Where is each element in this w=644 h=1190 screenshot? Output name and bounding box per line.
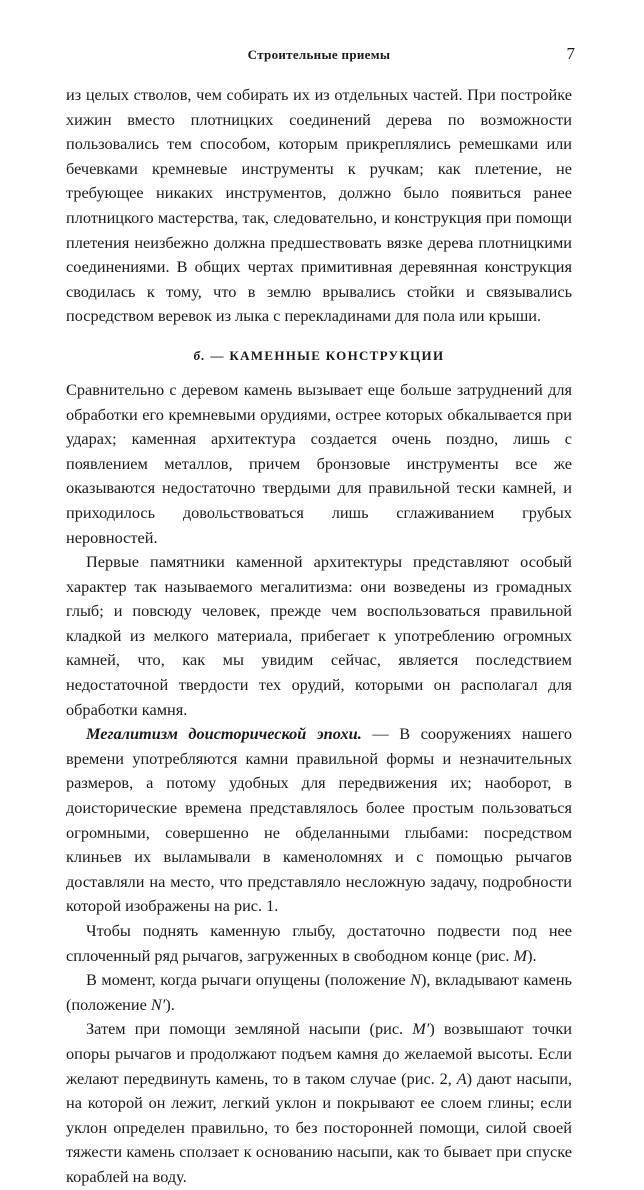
running-head — [66, 44, 575, 64]
text-run: ). — [527, 945, 537, 965]
paragraph-stone-vs-wood: Сравнительно с деревом камень вызывает еще больше затруднений для обработки его кремневыми орудиями, острее которых обкалывается при ударах; каменная архитектура создается очень поздно, лишь с появлением металлов, причем бронзовые инструменты все же оказываются недостаточно твердыми для правильной тески камней, и приходилось довольствоваться лишь сглаживанием грубых неровностей. — [66, 379, 572, 547]
text-run: Затем при помощи земляной насыпи (рис. — [86, 1019, 413, 1039]
section-title: — КАМЕННЫЕ КОНСТРУКЦИИ — [205, 347, 445, 363]
figure-symbol: A — [456, 1068, 467, 1088]
book-page — [66, 0, 575, 1186]
paragraph-text: — В сооружениях нашего времени употребляются камни правильной формы и незначительных размеров, а потому удобных для передвижения их; наоборот, в доисторические времена представлялось более простым пользоваться огромными, совершенно не обделанными глыбами: посредством клиньев их выламывали в каменоломнях и с помощью рычагов доставляли на место, что представляло несложную задачу, подробности которой изображены на рис. 1. — [66, 724, 572, 916]
figure-symbol: N′ — [150, 994, 166, 1014]
body-text — [66, 83, 572, 1190]
section-number: б. — [193, 347, 206, 363]
paragraph-earth-mound — [66, 1017, 572, 1189]
section-heading — [66, 346, 572, 366]
figure-symbol: M′ — [412, 1019, 430, 1039]
text-run: ) дают насыпи, на которой он лежит, легкий уклон и покрывают ее слоем глины; если уклон определен правильно, то без посторонней помощи, силой своей тяжести камень сползает к основанию насыпи, как то бывает при спуске кораблей на воду. — [66, 1068, 572, 1186]
text-run: Чтобы поднять каменную глыбу, достаточно подвести под нее сплоченный ряд рычагов, загруженных в свободном конце (рис. — [66, 921, 572, 965]
text-run: ), вкладывают камень (положение — [66, 970, 572, 1014]
running-title: Строительные приемы — [247, 47, 391, 62]
text-run: ). — [165, 994, 175, 1014]
text-run: ) возвышают точки опоры рычагов и продолжают подъем камня до желаемой высоты. Если желают передвинуть камень, то в таком случае (рис. 2, — [66, 1019, 572, 1088]
figure-symbol: M — [513, 945, 528, 965]
paragraph-megalithism: Первые памятники каменной архитектуры представляют особый характер так называемого мегалитизма: они возведены из громадных глыб; и повсюду человек, прежде чем воспользоваться правильной кладкой из мелкого материала, прибегает к употреблению огромных камней, что, как мы увидим сейчас, является последствием недостаточной твердости тех орудий, которыми он располагал для обработки камня. — [66, 552, 572, 719]
paragraph-levers-lowered — [66, 968, 572, 1017]
page-number: 7 — [566, 44, 575, 63]
paragraph-prehistoric-megalithism — [66, 722, 572, 919]
text-run: В момент, когда рычаги опущены (положение — [86, 970, 411, 990]
figure-symbol: N — [410, 970, 421, 990]
run-in-heading: Мегалитизм доисторической эпохи. — [86, 724, 362, 744]
paragraph-continuation: из целых стволов, чем собирать их из отдельных частей. При постройке хижин вместо плотницких соединений дерева по возможности пользовались тем способом, которым прикреплялись ремешками или бечевками кремневые инструменты к ручкам; как плетение, не требующее никаких инструментов, должно было появиться ранее плотницкого мастерства, так, следовательно, и конструкция при помощи плетения неизбежно должна предшествовать вязке дерева плотницкими соединениями. В общих чертах примитивная деревянная конструкция сводилась к тому, что в землю врывались стойки и связывались посредством веревок из лыка с перекладинами для пола или крыши. — [66, 85, 572, 326]
paragraph-lifting — [66, 919, 572, 968]
